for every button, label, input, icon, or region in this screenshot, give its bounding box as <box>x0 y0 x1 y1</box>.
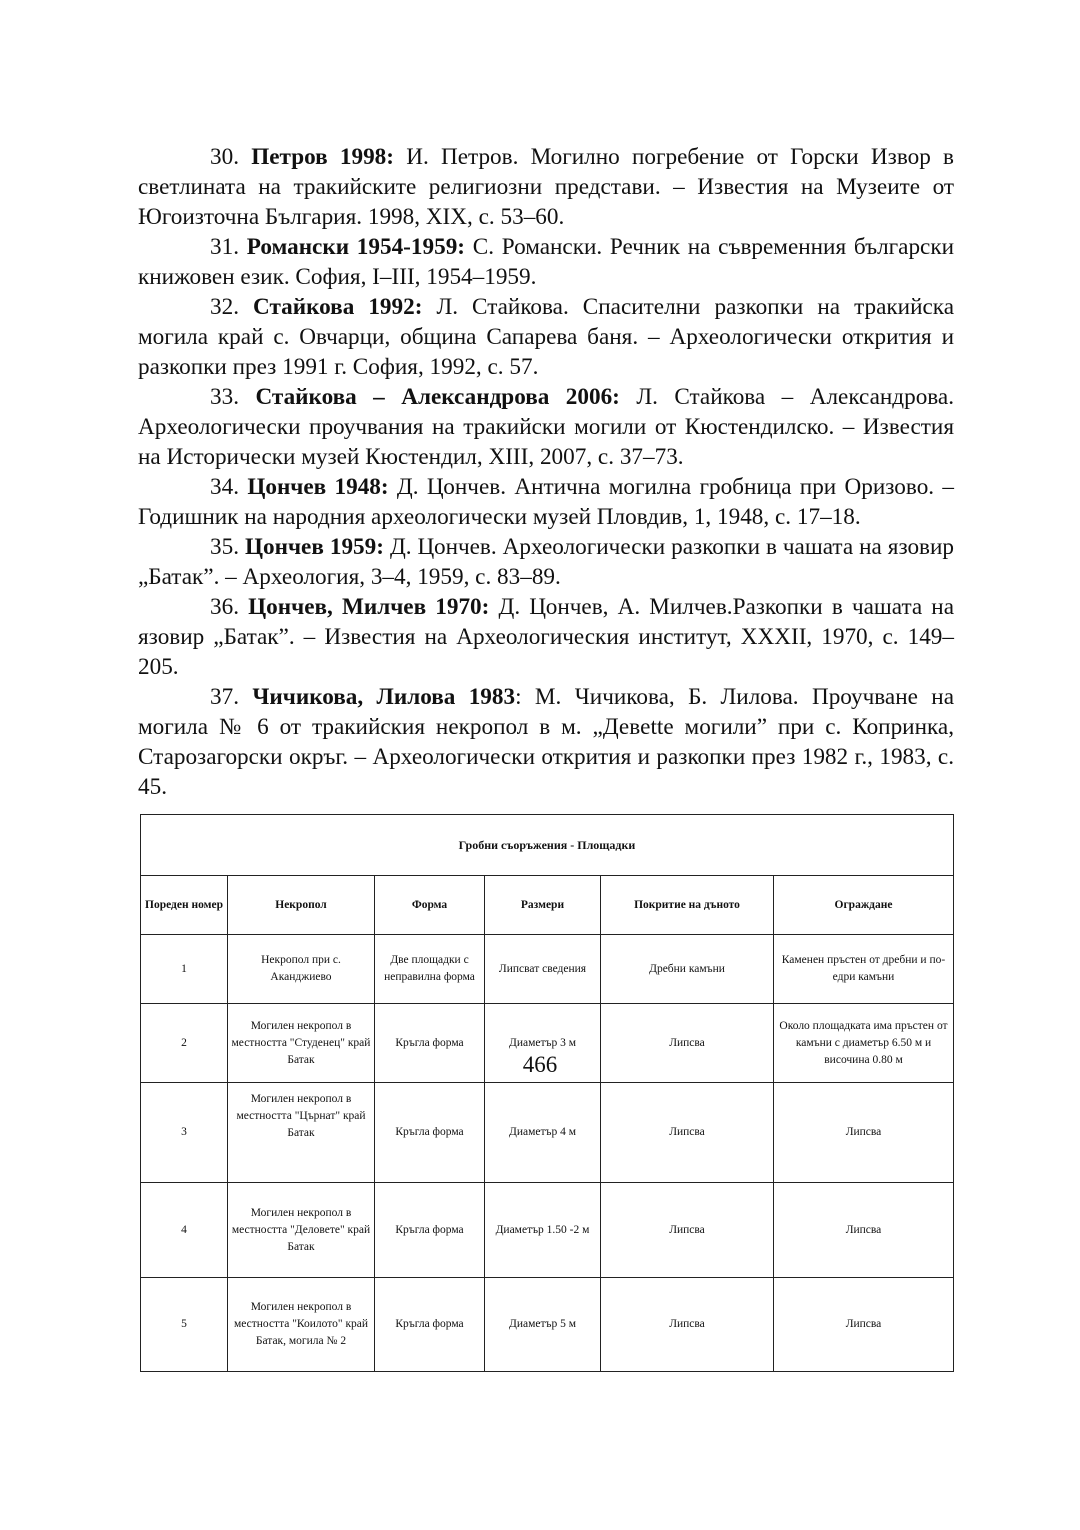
reference-key: Цончев 1948: <box>247 474 389 500</box>
page-number: 466 <box>522 1052 558 1077</box>
column-header: Некропол <box>228 876 375 935</box>
table-cell: Липсва <box>601 1004 774 1083</box>
table-cell: Некропол при с. Аканджиево <box>228 935 375 1004</box>
column-header: Ограждане <box>774 876 954 935</box>
table-cell: 1 <box>141 935 228 1004</box>
table-cell: Липсват сведения <box>485 935 601 1004</box>
column-header: Пореден номер <box>141 876 228 935</box>
reference-item: 32. Стайкова 1992: Л. Стайкова. Спасителни разкопки на тракийска могила край с. Овчарци, община Сапарева баня. – Археологически открития и разкопки през 1991 г. София, 1992, с. 57. <box>138 294 954 380</box>
table-header-row <box>141 876 954 935</box>
table-cell: Липсва <box>774 1183 954 1278</box>
table-cell: Кръгла форма <box>375 1278 485 1372</box>
table-cell: Кръгла форма <box>375 1004 485 1083</box>
reference-item: 31. Романски 1954-1959: С. Романски. Речник на съвременния български книжовен език. София, I–III, 1954–1959. <box>138 234 955 290</box>
table-caption: Гробни съоръжения - Площадки <box>141 815 954 876</box>
reference-key: Петров 1998: <box>251 144 394 170</box>
column-header: Покритие на дъното <box>601 876 774 935</box>
reference-item: 37. Чичикова, Лилова 1983: М. Чичикова, Б. Лилова. Проучване на могила № 6 от тракийския некропол в м. „Девette могили” при с. Копринка, Старозагорски окръг. – Археологически открития и разкопки през 1982 г., 1983, с. 45. <box>138 684 954 800</box>
reference-item: 34. Цончев 1948: Д. Цончев. Антична могилна гробница при Оризово. – Годишник на народния археологически музей Пловдив, 1, 1948, с. 17–18. <box>138 474 954 530</box>
reference-key: Цончев, Милчев 1970: <box>248 594 490 620</box>
table-cell: 2 <box>141 1004 228 1083</box>
reference-item: 35. Цончев 1959: Д. Цончев. Археологически разкопки в чашата на язовир „Батак”. – Археология, 3–4, 1959, с. 83–89. <box>138 534 955 590</box>
table-cell: Липсва <box>601 1278 774 1372</box>
column-header: Размери <box>485 876 601 935</box>
table-cell: Около площадката има пръстен от камъни с диаметър 6.50 м и височина 0.80 м <box>774 1004 954 1083</box>
reference-item: 33. Стайкова – Александрова 2006: Л. Стайкова – Александрова. Археологически проучвания на тракийски могили от Кюстендилско. – Известия на Исторически музей Кюстендил, XIII, 2007, с. 37–73. <box>138 384 955 470</box>
reference-key: Стайкова 1992: <box>253 294 423 320</box>
table-row <box>141 935 954 1004</box>
reference-key: Романски 1954-1959: <box>246 234 466 260</box>
table-cell: Диаметър 5 м <box>485 1278 601 1372</box>
table-cell: Липсва <box>601 1083 774 1183</box>
table-cell: Кръгла форма <box>375 1083 485 1183</box>
table-cell: Две площадки с неправилна форма <box>375 935 485 1004</box>
table-cell: Диаметър 3 м <box>485 1004 601 1083</box>
reference-key: Стайкова – Александрова 2006: <box>255 384 620 410</box>
table-cell: Дребни камъни <box>601 935 774 1004</box>
table-cell: Липсва <box>774 1083 954 1183</box>
table-cell: Могилен некропол в местността "Църнат" край Батак <box>228 1083 375 1183</box>
table-cell: Кръгла форма <box>375 1183 485 1278</box>
table-row <box>141 1278 954 1372</box>
table-cell: Могилен некропол в местността "Студенец" край Батак <box>228 1004 375 1083</box>
table-cell: Липсва <box>601 1183 774 1278</box>
table-cell: Могилен некропол в местността "Коилото" край Батак, могила № 2 <box>228 1278 375 1372</box>
table-cell: Диаметър 4 м <box>485 1083 601 1183</box>
table-cell: 5 <box>141 1278 228 1372</box>
reference-list <box>138 142 954 802</box>
reference-item: 30. Петров 1998: И. Петров. Могилно погребение от Горски Извор в светлината на тракийските религиозни представи. – Известия на Музеите от Югоизточна България. 1998, XIX, с. 53–60. <box>138 144 954 230</box>
table-cell: Каменен пръстен от дребни и по-едри камъни <box>774 935 954 1004</box>
reference-key: Цончев 1959: <box>244 534 384 560</box>
burial-structures-table <box>140 814 954 1372</box>
reference-key: Чичикова, Лилова 1983 <box>252 684 516 710</box>
table-cell: 3 <box>141 1083 228 1183</box>
table-row <box>141 1083 954 1183</box>
table-cell: 4 <box>141 1183 228 1278</box>
table-cell: Могилен некропол в местността "Деловете" край Батак <box>228 1183 375 1278</box>
table-cell: Диаметър 1.50 -2 м <box>485 1183 601 1278</box>
reference-item: 36. Цончев, Милчев 1970: Д. Цончев, А. Милчев.Разкопки в чашата на язовир „Батак”. – Известия на Археологическия институт, XXXII, 1970, с. 149–205. <box>138 594 955 680</box>
column-header: Форма <box>375 876 485 935</box>
table-cell: Липсва <box>774 1278 954 1372</box>
burial-structures-table-wrapper <box>140 814 953 1372</box>
table-row <box>141 1183 954 1278</box>
